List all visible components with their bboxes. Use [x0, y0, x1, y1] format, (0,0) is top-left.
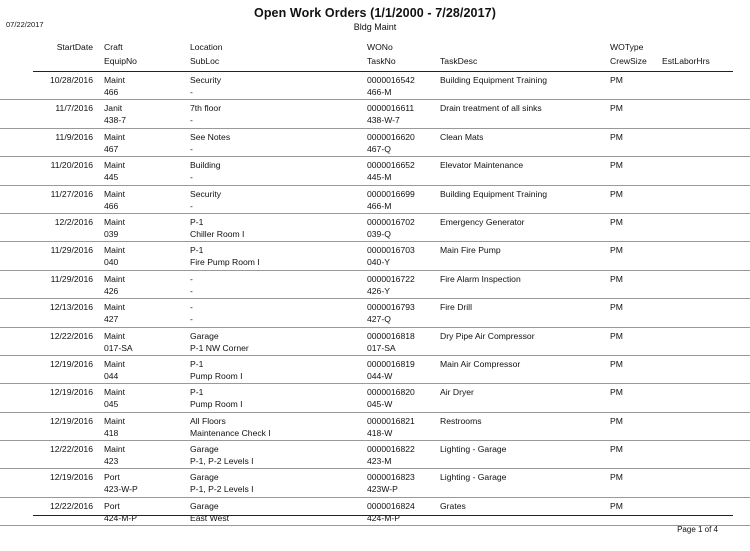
table-row[interactable] [0, 356, 750, 384]
craft-cell: Maint [104, 216, 126, 227]
task-no-cell: 040-Y [367, 257, 390, 268]
subloc-cell: - [190, 143, 193, 154]
subloc-cell: P-1, P-2 Levels I [190, 484, 254, 495]
wo-no-cell: 0000016793 [367, 302, 415, 313]
header-craft: Craft [104, 42, 123, 52]
wo-no-cell: 0000016611 [367, 103, 415, 114]
task-desc-cell: Building Equipment Training [440, 188, 548, 199]
subloc-cell: - [190, 172, 193, 183]
task-no-cell: 466-M [367, 87, 392, 97]
wo-type-cell: PM [610, 245, 623, 256]
craft-cell: Janit [104, 103, 123, 114]
report-title: Open Work Orders (1/1/2000 - 7/28/2017) [254, 6, 496, 20]
task-no-cell: 423-M [367, 456, 392, 467]
location-cell: Security [190, 188, 222, 199]
wo-type-cell: PM [610, 131, 623, 142]
table-row[interactable] [0, 299, 750, 327]
wo-type-cell: PM [610, 387, 623, 398]
craft-cell: Maint [104, 302, 126, 313]
wo-no-cell: 0000016823 [367, 472, 415, 483]
location-cell: Security [190, 75, 222, 85]
start-date-cell: 12/22/2016 [49, 330, 93, 341]
subloc-cell: Pump Room I [190, 370, 243, 381]
header-equip-no: EquipNo [104, 56, 137, 66]
task-no-cell: 017-SA [367, 342, 396, 353]
location-cell: Garage [190, 444, 219, 455]
start-date-cell: 12/22/2016 [49, 500, 93, 511]
task-no-cell: 445-M [367, 172, 392, 183]
equip-no-cell: 040 [104, 257, 119, 268]
table-row[interactable] [0, 100, 750, 128]
equip-no-cell: 445 [104, 172, 119, 183]
wo-type-cell: PM [610, 188, 623, 199]
report-subtitle: Bldg Maint [353, 22, 397, 32]
start-date-cell: 12/19/2016 [49, 358, 93, 369]
wo-no-cell: 0000016722 [367, 273, 415, 284]
task-no-cell: 418-W [367, 427, 393, 438]
start-date-cell: 11/27/2016 [50, 188, 93, 199]
subloc-cell: - [190, 314, 193, 325]
subloc-cell: - [190, 115, 193, 126]
task-desc-cell: Clean Mats [440, 131, 484, 142]
start-date-cell: 12/22/2016 [49, 444, 93, 455]
equip-no-cell: 423-W-P [104, 484, 138, 495]
start-date-cell: 12/19/2016 [49, 387, 93, 398]
task-desc-cell: Main Fire Pump [440, 245, 501, 256]
start-date-cell: 12/13/2016 [49, 302, 93, 313]
table-row[interactable] [0, 469, 750, 497]
wo-type-cell: PM [610, 472, 623, 483]
table-row[interactable] [0, 129, 750, 157]
task-no-cell: 438-W-7 [367, 115, 400, 126]
start-date-cell: 11/7/2016 [55, 103, 93, 114]
subloc-cell: Pump Room I [190, 399, 243, 410]
wo-type-cell: PM [610, 415, 623, 426]
craft-cell: Maint [104, 160, 126, 171]
equip-no-cell: 039 [104, 228, 119, 239]
location-cell: Garage [190, 500, 219, 511]
table-row[interactable] [0, 242, 750, 270]
task-desc-cell: Drain treatment of all sinks [440, 103, 542, 114]
table-row[interactable] [0, 441, 750, 469]
task-no-cell: 466-M [367, 200, 392, 211]
craft-cell: Maint [104, 131, 126, 142]
table-row[interactable] [0, 498, 750, 526]
task-no-cell: 467-Q [367, 143, 391, 154]
location-cell: - [190, 302, 193, 313]
equip-no-cell: 424-M-P [104, 512, 137, 523]
equip-no-cell: 017-SA [104, 342, 133, 353]
wo-no-cell: 0000016652 [367, 160, 415, 171]
equip-no-cell: 438-7 [104, 115, 126, 126]
equip-no-cell: 045 [104, 399, 119, 410]
subloc-cell: - [190, 285, 193, 296]
header-wo-type: WOType [610, 42, 644, 52]
subloc-cell: - [190, 87, 193, 97]
wo-type-cell: PM [610, 103, 623, 114]
start-date-cell: 11/20/2016 [50, 160, 93, 171]
table-row[interactable] [0, 413, 750, 441]
work-order-table [0, 72, 750, 526]
equip-no-cell: 467 [104, 143, 119, 154]
location-cell: P-1 [190, 216, 204, 227]
location-cell: Garage [190, 330, 219, 341]
start-date-cell: 12/19/2016 [49, 472, 93, 483]
subloc-cell: P-1 NW Corner [190, 342, 249, 353]
wo-type-cell: PM [610, 75, 623, 85]
equip-no-cell: 423 [104, 456, 119, 467]
location-cell: See Notes [190, 131, 231, 142]
run-date: 07/22/2017 [6, 20, 44, 29]
page-number: Page 1 of 4 [677, 525, 718, 534]
task-desc-cell: Dry Pipe Air Compressor [440, 330, 535, 341]
craft-cell: Maint [104, 273, 126, 284]
task-no-cell: 427-Q [367, 314, 391, 325]
task-desc-cell: Fire Drill [440, 302, 472, 313]
equip-no-cell: 418 [104, 427, 119, 438]
task-desc-cell: Emergency Generator [440, 216, 525, 227]
location-cell: P-1 [190, 358, 204, 369]
start-date-cell: 11/29/2016 [50, 245, 93, 256]
start-date-cell: 10/28/2016 [49, 75, 93, 85]
wo-no-cell: 0000016699 [367, 188, 415, 199]
column-header [0, 41, 750, 71]
table-row[interactable] [0, 384, 750, 412]
wo-type-cell: PM [610, 358, 623, 369]
location-cell: 7th floor [190, 103, 222, 114]
task-no-cell: 426-Y [367, 285, 390, 296]
header-task-no: TaskNo [367, 56, 396, 66]
equip-no-cell: 427 [104, 314, 119, 325]
table-row[interactable] [0, 328, 750, 356]
footer-divider [33, 515, 733, 516]
subloc-cell: P-1, P-2 Levels I [190, 456, 254, 467]
table-row[interactable] [0, 214, 750, 242]
wo-no-cell: 0000016702 [367, 216, 415, 227]
task-desc-cell: Building Equipment Training [440, 75, 548, 85]
task-desc-cell: Elevator Maintenance [440, 160, 524, 171]
wo-type-cell: PM [610, 500, 623, 511]
header-wo-no: WONo [367, 42, 393, 52]
equip-no-cell: 044 [104, 370, 119, 381]
wo-no-cell: 0000016819 [367, 358, 415, 369]
wo-no-cell: 0000016818 [367, 330, 415, 341]
equip-no-cell: 466 [104, 87, 119, 97]
wo-no-cell: 0000016824 [367, 500, 415, 511]
wo-no-cell: 0000016822 [367, 444, 415, 455]
wo-type-cell: PM [610, 302, 623, 313]
subloc-cell: East West [190, 512, 230, 523]
wo-no-cell: 0000016620 [367, 131, 415, 142]
header-subloc: SubLoc [190, 56, 220, 66]
task-no-cell: 423W-P [367, 484, 398, 495]
subloc-cell: Fire Pump Room I [190, 257, 260, 268]
location-cell: Garage [190, 472, 219, 483]
craft-cell: Maint [104, 387, 126, 398]
task-desc-cell: Fire Alarm Inspection [440, 273, 521, 284]
wo-type-cell: PM [610, 330, 623, 341]
start-date-cell: 11/29/2016 [50, 273, 93, 284]
wo-no-cell: 0000016821 [367, 415, 415, 426]
table-row[interactable] [0, 271, 750, 299]
craft-cell: Maint [104, 444, 126, 455]
table-row[interactable] [0, 72, 750, 100]
equip-no-cell: 426 [104, 285, 119, 296]
subloc-cell: Chiller Room I [190, 228, 245, 239]
header-task-desc: TaskDesc [440, 56, 478, 66]
task-desc-cell: Main Air Compressor [440, 358, 521, 369]
start-date-cell: 12/2/2016 [54, 216, 93, 227]
subloc-cell: - [190, 200, 193, 211]
start-date-cell: 12/19/2016 [49, 415, 93, 426]
task-no-cell: 039-Q [367, 228, 391, 239]
location-cell: - [190, 273, 193, 284]
wo-type-cell: PM [610, 160, 623, 171]
craft-cell: Port [104, 472, 120, 483]
task-desc-cell: Restrooms [440, 415, 482, 426]
task-no-cell: 424-M-P [367, 512, 400, 523]
craft-cell: Maint [104, 415, 126, 426]
wo-no-cell: 0000016703 [367, 245, 415, 256]
craft-cell: Maint [104, 188, 126, 199]
location-cell: Building [190, 160, 221, 171]
header-crew-size: CrewSize [610, 56, 647, 66]
craft-cell: Maint [104, 358, 126, 369]
table-row[interactable] [0, 157, 750, 185]
craft-cell: Maint [104, 245, 126, 256]
equip-no-cell: 466 [104, 200, 119, 211]
task-no-cell: 044-W [367, 370, 393, 381]
task-desc-cell: Lighting - Garage [440, 472, 507, 483]
task-desc-cell: Grates [440, 500, 466, 511]
header-location: Location [190, 42, 223, 52]
craft-cell: Maint [104, 75, 126, 85]
table-row[interactable] [0, 186, 750, 214]
craft-cell: Maint [104, 330, 126, 341]
start-date-cell: 11/9/2016 [55, 131, 93, 142]
wo-type-cell: PM [610, 444, 623, 455]
task-no-cell: 045-W [367, 399, 393, 410]
task-desc-cell: Air Dryer [440, 387, 474, 398]
wo-no-cell: 0000016542 [367, 75, 415, 85]
location-cell: P-1 [190, 387, 204, 398]
wo-no-cell: 0000016820 [367, 387, 415, 398]
task-desc-cell: Lighting - Garage [440, 444, 507, 455]
wo-type-cell: PM [610, 216, 623, 227]
header-start-date: StartDate [56, 42, 93, 52]
location-cell: P-1 [190, 245, 204, 256]
location-cell: All Floors [190, 415, 226, 426]
craft-cell: Port [104, 500, 120, 511]
wo-type-cell: PM [610, 273, 623, 284]
header-est-labor-hrs: EstLaborHrs [662, 56, 710, 66]
subloc-cell: Maintenance Check I [190, 427, 271, 438]
